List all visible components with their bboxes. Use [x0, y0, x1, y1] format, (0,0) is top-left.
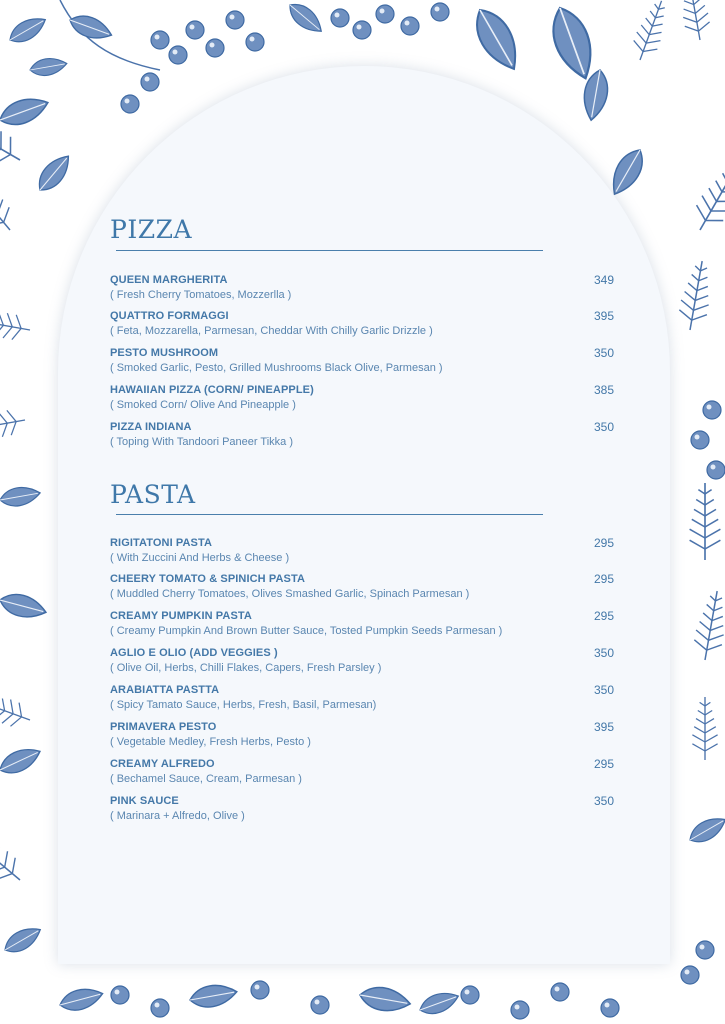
item-price: 395 — [593, 309, 614, 323]
menu-item — [110, 537, 614, 569]
item-price: 350 — [593, 346, 614, 360]
item-price: 349 — [593, 273, 614, 287]
item-price: 395 — [593, 720, 614, 734]
item-description: ( Creamy Pumpkin And Brown Butter Sauce, Tosted Pumpkin Seeds Parmesan ) — [110, 625, 503, 637]
menu-item — [110, 758, 614, 790]
menu-item — [110, 684, 614, 716]
item-name: QUATTRO FORMAGGI — [110, 310, 229, 322]
menu-card-arch — [58, 66, 670, 964]
item-price: 385 — [593, 383, 614, 397]
item-description: ( Smoked Garlic, Pesto, Grilled Mushrooms Black Olive, Parmesan ) — [110, 362, 443, 374]
item-name: PINK SAUCE — [110, 795, 179, 807]
item-name: CREAMY ALFREDO — [110, 758, 215, 770]
item-description: ( Muddled Cherry Tomatoes, Olives Smashed Garlic, Spinach Parmesan ) — [110, 588, 470, 600]
menu-item — [110, 647, 614, 679]
item-name: ARABIATTA PASTTA — [110, 684, 220, 696]
item-name: QUEEN MARGHERITA — [110, 274, 228, 286]
menu-item — [110, 610, 614, 642]
item-description: ( Fresh Cherry Tomatoes, Mozzerlla ) — [110, 289, 292, 301]
section-title-pizza: PIZZA — [110, 215, 192, 244]
item-description: ( Smoked Corn/ Olive And Pineapple ) — [110, 399, 296, 411]
item-description: ( With Zuccini And Herbs & Cheese ) — [110, 552, 290, 564]
menu-item — [110, 573, 614, 605]
item-description: ( Olive Oil, Herbs, Chilli Flakes, Capers, Fresh Parsley ) — [110, 662, 382, 674]
item-description: ( Marinara + Alfredo, Olive ) — [110, 810, 245, 822]
item-name: CREAMY PUMPKIN PASTA — [110, 610, 252, 622]
menu-item — [110, 274, 614, 306]
item-name: AGLIO E OLIO (ADD VEGGIES ) — [110, 647, 278, 659]
item-description: ( Toping With Tandoori Paneer Tikka ) — [110, 436, 294, 448]
item-name: PRIMAVERA PESTO — [110, 721, 217, 733]
menu-item — [110, 795, 614, 827]
item-description: ( Feta, Mozzarella, Parmesan, Cheddar With Chilly Garlic Drizzle ) — [110, 325, 433, 337]
item-price: 350 — [593, 420, 614, 434]
item-price: 295 — [593, 572, 614, 586]
item-description: ( Spicy Tamato Sauce, Herbs, Fresh, Basil, Parmesan) — [110, 699, 377, 711]
item-price: 295 — [593, 536, 614, 550]
menu-item — [110, 421, 614, 453]
item-price: 295 — [593, 609, 614, 623]
item-description: ( Vegetable Medley, Fresh Herbs, Pesto ) — [110, 736, 311, 748]
item-name: HAWAIIAN PIZZA (CORN/ PINEAPPLE) — [110, 384, 314, 396]
item-name: CHEERY TOMATO & SPINICH PASTA — [110, 573, 306, 585]
menu-item — [110, 310, 614, 342]
section-divider — [116, 250, 543, 251]
menu-item — [110, 721, 614, 753]
item-price: 350 — [593, 683, 614, 697]
item-price: 295 — [593, 757, 614, 771]
section-title-pasta: PASTA — [110, 480, 196, 509]
item-name: PESTO MUSHROOM — [110, 347, 219, 359]
item-price: 350 — [593, 794, 614, 808]
section-divider — [116, 514, 543, 515]
menu-item — [110, 384, 614, 416]
item-description: ( Bechamel Sauce, Cream, Parmesan ) — [110, 773, 302, 785]
item-price: 350 — [593, 646, 614, 660]
item-name: PIZZA INDIANA — [110, 421, 192, 433]
menu-item — [110, 347, 614, 379]
item-name: RIGITATONI PASTA — [110, 537, 213, 549]
